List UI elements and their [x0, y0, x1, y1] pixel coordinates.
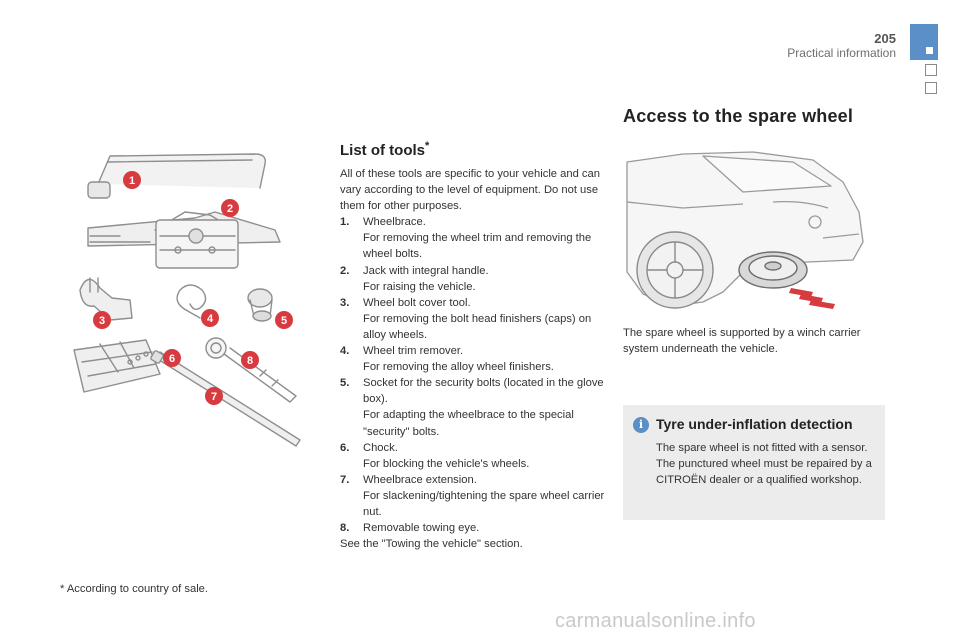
- list-item-number: 8.: [340, 522, 350, 535]
- callout-4: 4: [206, 313, 214, 325]
- list-item-number: 3.: [340, 296, 350, 309]
- callout-6: 6: [168, 353, 176, 365]
- watermark: carmanualsonline.info: [555, 610, 756, 632]
- list-item-text: Wheelbrace extension. For slackening/tightening the spare wheel carrier nut.: [363, 473, 605, 518]
- list-item: [340, 520, 605, 536]
- tools-heading-text: List of tools: [340, 142, 425, 159]
- tools-illustration: [60, 140, 325, 450]
- section-label: Practical information: [787, 46, 896, 60]
- info-box-text: The spare wheel is not fitted with a sensor. The punctured wheel must be repaired by a CITROËN dealer or a qualified workshop.: [656, 442, 872, 486]
- wheelbrace-drawing: [88, 154, 265, 198]
- list-item: [340, 440, 605, 472]
- list-item: [340, 375, 605, 439]
- list-item: [340, 214, 605, 262]
- tools-heading-mark: *: [425, 140, 430, 152]
- jack-drawing: [88, 212, 280, 268]
- list-item-number: 7.: [340, 473, 350, 486]
- list-item-text: Jack with integral handle. For raising the vehicle.: [363, 264, 489, 293]
- spare-wheel-text: The spare wheel is supported by a winch carrier system underneath the vehicle.: [623, 327, 861, 355]
- list-item-number: 2.: [340, 264, 350, 277]
- trim-remover-drawing: [177, 285, 205, 318]
- list-item-text: Wheel trim remover. For removing the alloy wheel finishers.: [363, 345, 554, 374]
- tab-marker-icon: [926, 47, 933, 54]
- callout-5: 5: [280, 315, 288, 327]
- callout-3: 3: [98, 315, 106, 327]
- info-box: [623, 405, 885, 520]
- chapter-tab-box[interactable]: [925, 64, 937, 76]
- list-item: [340, 343, 605, 375]
- tools-heading: [340, 140, 429, 159]
- chapter-tab-box[interactable]: [925, 82, 937, 94]
- rear-wheel-drawing: [637, 232, 713, 308]
- page-number: 205: [874, 31, 896, 46]
- list-item-number: 4.: [340, 345, 350, 358]
- callout-7: 7: [210, 391, 218, 403]
- list-item-number: 6.: [340, 441, 350, 454]
- list-item-text: Chock. For blocking the vehicle's wheels.: [363, 441, 530, 470]
- list-item: [340, 295, 605, 343]
- list-item-text: Removable towing eye.: [363, 522, 480, 535]
- callout-2: 2: [226, 203, 234, 215]
- spare-wheel-drawing: [739, 252, 807, 288]
- callout-1: 1: [128, 175, 136, 187]
- info-box-title: Tyre under-inflation detection: [656, 416, 853, 432]
- list-item-number: 1.: [340, 216, 350, 229]
- tools-intro: All of these tools are specific to your vehicle and can vary according to the level of equipment. Do not use them for other purposes.: [340, 168, 600, 213]
- spare-wheel-illustration: [623, 142, 885, 310]
- tools-items: [340, 214, 605, 536]
- list-item-number: 5.: [340, 377, 350, 390]
- footnote: * According to country of sale.: [60, 583, 209, 595]
- motion-arrows: [789, 288, 835, 309]
- security-socket-drawing: [248, 289, 272, 321]
- list-item: [340, 472, 605, 520]
- tools-list: [340, 166, 605, 552]
- spare-wheel-heading: Access to the spare wheel: [623, 106, 854, 126]
- callout-8: 8: [246, 355, 254, 367]
- info-icon: i: [633, 417, 649, 433]
- chock-drawing: [74, 340, 160, 392]
- chapter-tab-active[interactable]: [910, 24, 938, 60]
- list-item: [340, 263, 605, 295]
- tools-outro: See the "Towing the vehicle" section.: [340, 538, 523, 551]
- list-item-text: Wheel bolt cover tool. For removing the bolt head finishers (caps) on alloy wheels.: [363, 296, 592, 341]
- list-item-text: Wheelbrace. For removing the wheel trim and removing the wheel bolts.: [363, 216, 592, 261]
- list-item-text: Socket for the security bolts (located in the glove box). For adapting the wheelbrace to the special "security" bolts.: [363, 377, 604, 438]
